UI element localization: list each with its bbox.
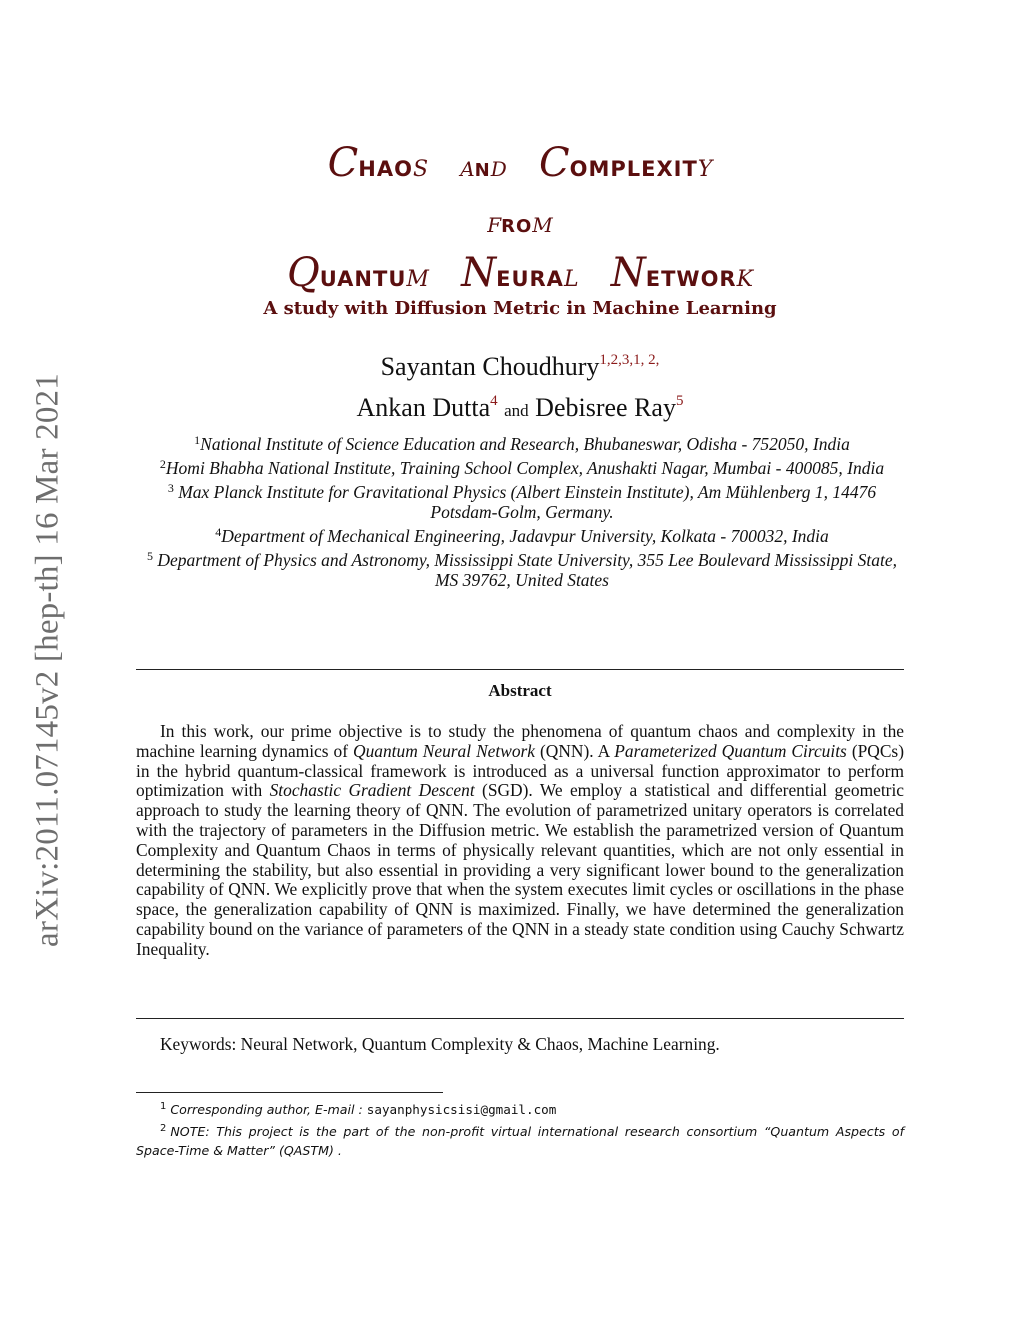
title-letter: L: [563, 267, 579, 292]
title-letter: A: [460, 157, 475, 181]
footnote-text: NOTE: This project is the part of the non-profit virtual international research consortium “Quantum Aspects of Space-Time & Matter” (QASTM) .: [136, 1124, 904, 1158]
title-letters: HAO: [358, 157, 413, 181]
author-name: Sayantan Choudhury: [380, 352, 600, 381]
footnote-rule: [136, 1092, 443, 1093]
title-line-from: [136, 213, 904, 237]
affiliation-text: Homi Bhabha National Institute, Training School Complex, Anushakti Nagar, Mumbai - 400085, India: [165, 458, 885, 478]
affiliation-number: 3: [167, 481, 174, 495]
abstract-emphasis: Parameterized Quantum Circuits: [614, 740, 847, 761]
title-line-quantum-neural-network: [136, 250, 904, 296]
author-name: Debisree Ray: [535, 393, 676, 422]
author-affiliation-refs[interactable]: 4: [490, 393, 498, 409]
footnotes: [136, 1097, 904, 1160]
affiliation-item: [140, 478, 904, 522]
affiliation-text: National Institute of Science Education and Research, Bhubaneswar, Odisha - 752050, India: [200, 434, 850, 454]
affiliation-text: Department of Mechanical Engineering, Jadavpur University, Kolkata - 700032, India: [221, 526, 829, 546]
affiliation-list: [140, 430, 904, 590]
title-letters: RO: [501, 216, 533, 237]
affiliation-item: [140, 522, 904, 546]
title-letter: N: [474, 160, 491, 181]
author-line-2: [136, 384, 904, 428]
email-link[interactable]: sayanphysicsisi@gmail.com: [366, 1102, 557, 1117]
keywords-line: Keywords: Neural Network, Quantum Complexity & Chaos, Machine Learning.: [160, 1034, 720, 1054]
author-affiliation-refs[interactable]: 1,2,3,1, 2,: [599, 352, 660, 368]
title-letter: Q: [286, 250, 320, 296]
affiliation-number: 1: [194, 433, 201, 447]
abstract-fragment: (QNN). A: [535, 740, 615, 761]
title-letter: C: [327, 140, 359, 186]
affiliation-item: [140, 546, 904, 590]
author-name: Ankan Dutta: [356, 393, 491, 422]
affiliation-number: 2: [159, 457, 166, 471]
author-line-1: [136, 343, 904, 384]
title-letter: D: [490, 157, 507, 181]
abstract-text: [136, 722, 904, 960]
footnote-number: 2: [160, 1123, 167, 1134]
abstract-top-rule: [136, 669, 904, 670]
arxiv-identifier-stamp: arXiv:2011.07145v2 [hep-th] 16 Mar 2021: [29, 373, 66, 947]
affiliation-number: 5: [146, 549, 153, 563]
affiliation-text: Department of Physics and Astronomy, Mississippi State University, 355 Lee Boulevard Mississippi State, MS 39762, United States: [157, 550, 898, 590]
title-line-chaos-and-complexity: [136, 140, 904, 186]
title-letter: N: [610, 250, 646, 296]
abstract-fragment: In this work, our prime objective is to study the phenomena of quantum chaos and complexity in the machine learning dynamics of: [136, 721, 904, 761]
abstract-fragment: (PQCs) in the hybrid quantum-classical framework is introduced as a universal function approximator to perform optimization with: [136, 740, 904, 801]
author-conjunction: and: [504, 401, 529, 420]
title-letters: ETWOR: [645, 267, 737, 291]
footnote-number: 1: [160, 1101, 167, 1112]
title-letters: UANTU: [319, 267, 407, 291]
footnote-text: Corresponding author, E-mail :: [170, 1102, 367, 1117]
abstract-heading: Abstract: [488, 681, 552, 700]
title-letter: M: [532, 213, 553, 237]
abstract-emphasis: Stochastic Gradient Descent: [269, 780, 475, 801]
title-letter: F: [487, 213, 502, 237]
author-list: [136, 343, 904, 428]
paper-subtitle: A study with Diffusion Metric in Machine Learning: [263, 298, 777, 319]
footnote-1: [136, 1097, 904, 1119]
affiliation-item: [140, 454, 904, 478]
author-affiliation-refs[interactable]: 5: [675, 393, 684, 409]
abstract-fragment: (SGD). We employ a statistical and differential geometric approach to study the learning theory of QNN. The evolution of parametrized unitary operators is correlated with the trajectory of parameters in the Diffusion metric. We establish the parametrized version of Quantum Complexity and Quantum Chaos in terms of physically relevant quantities, which are not only essential in determining the stability, but also essential in providing a very significant lower bound to the generalization capability of QNN. We explicitly prove that when the system executes limit cycles or oscillations in the phase space, the generalization capability of QNN is maximized. Finally, we have determined the generalization capability bound on the variance of parameters of the QNN in a steady state condition using Cauchy Schwartz Inequality.: [136, 780, 904, 959]
affiliation-text: Max Planck Institute for Gravitational Physics (Albert Einstein Institute), Am Mühlenberg 1, 14476 Potsdam-Golm, Germany.: [178, 482, 877, 522]
title-letter: M: [406, 267, 429, 292]
abstract-emphasis: Quantum Neural Network: [353, 740, 536, 761]
title-letter: C: [538, 140, 570, 186]
affiliation-number: 4: [215, 525, 222, 539]
title-letters: OMPLEXIT: [569, 157, 698, 181]
title-letter: N: [461, 250, 497, 296]
abstract-bottom-rule: [136, 1018, 904, 1019]
title-letters: EURA: [496, 267, 564, 291]
footnote-2: [136, 1119, 904, 1160]
title-letter: S: [412, 157, 429, 182]
affiliation-item: [140, 430, 904, 454]
title-letter: K: [736, 267, 754, 292]
title-letter: Y: [697, 157, 713, 182]
